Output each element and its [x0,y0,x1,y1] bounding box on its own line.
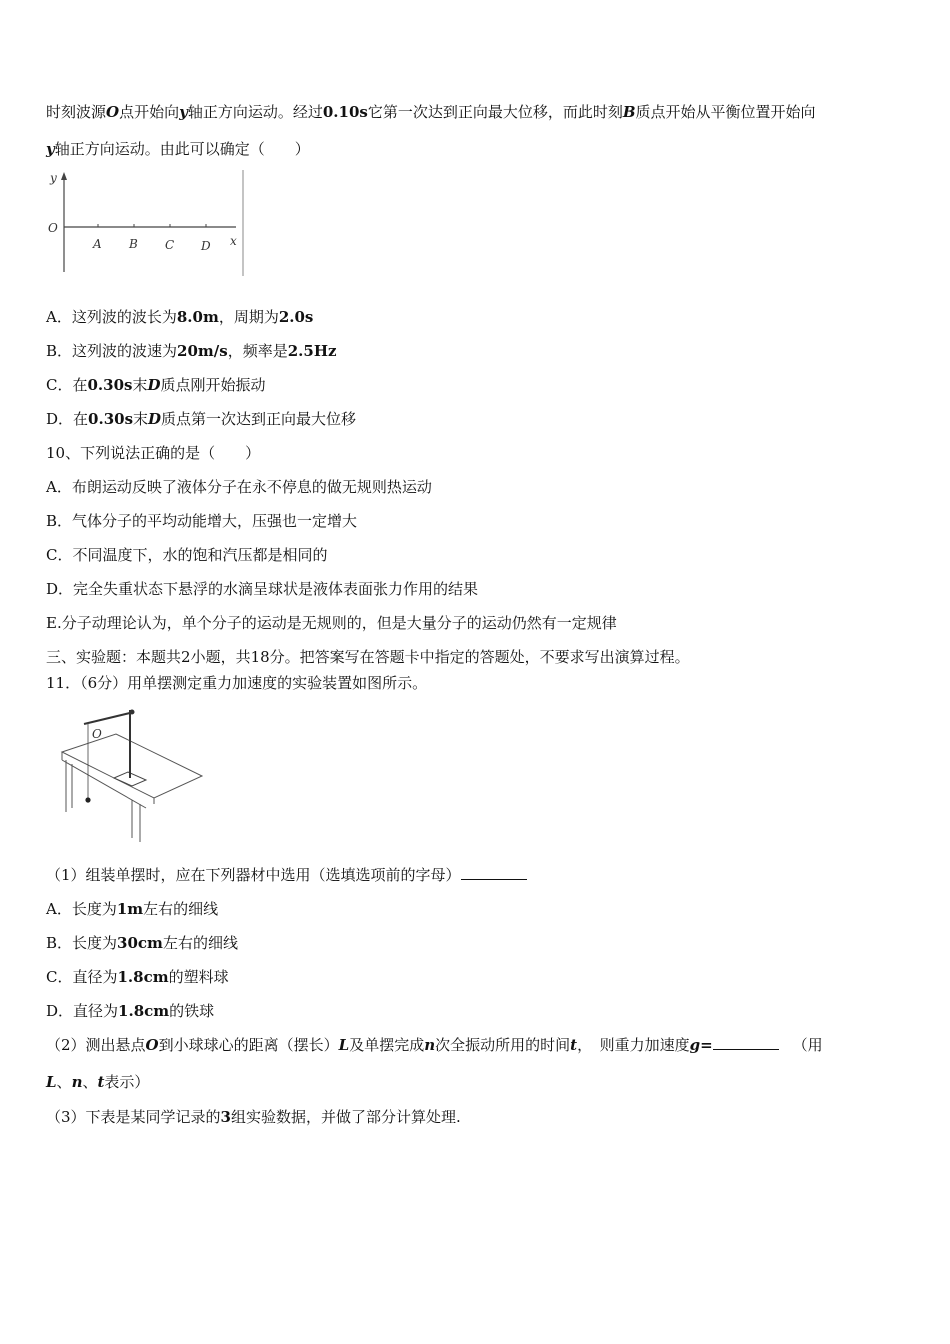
q11-part2: （2）测出悬点O到小球球心的距离（摆长）L及单摆完成n次全振动所用的时间t， 则重力加速度g= （用 [46,1036,823,1054]
q9-option-c: C．在0.30s末D质点刚开始振动 [46,376,266,394]
point-a-label: A [93,237,102,251]
answer-blank-2[interactable] [713,1035,779,1050]
y-axis-arrow-icon [61,172,67,180]
q9-stem-line1: 时刻波源O点开始向y轴正方向运动。经过0.10s它第一次达到正向最大位移，而此时刻B质点开始从平衡位置开始向 [46,103,816,121]
q11-option-a: A．长度为1m左右的细线 [46,900,219,918]
q11-option-d: D．直径为1.8cm的铁球 [46,1002,215,1020]
point-d-label: D [201,239,211,253]
table-top [62,734,202,798]
q11-option-c: C．直径为1.8cm的塑料球 [46,968,229,986]
pendulum-apparatus-figure [56,704,206,844]
pendulum-bob [85,797,90,802]
origin-label: O [48,221,58,235]
q9-option-b: B．这列波的波速为20m/s，频率是2.5Hz [46,342,337,360]
q10-option-e: E.分子动理论认为，单个分子的运动是无规则的，但是大量分子的运动仍然有一定规律 [46,614,617,632]
q10-option-c: C．不同温度下，水的饱和汽压都是相同的 [46,546,328,564]
q10-stem: 10、下列说法正确的是（ ） [46,444,261,462]
q11-part2-continued: L、n、t表示） [46,1073,150,1091]
q10-option-d: D．完全失重状态下悬浮的水滴呈球状是液体表面张力作用的结果 [46,580,479,598]
stand-arm [84,712,134,724]
q11-option-b: B．长度为30cm左右的细线 [46,934,238,952]
q10-option-b: B．气体分子的平均动能增大，压强也一定增大 [46,512,358,530]
point-b-label: B [129,237,138,251]
pivot-label: O [92,727,102,741]
q9-stem-line2: y轴正方向运动。由此可以确定（ ） [46,140,310,158]
y-axis-label: y [50,171,57,185]
section-3-heading: 三、实验题：本题共2小题，共18分。把答案写在答题卡中指定的答题处，不要求写出演算过程。 [46,648,690,666]
q9-option-d: D．在0.30s末D质点第一次达到正向最大位移 [46,410,357,428]
q11-part1: （1）组装单摆时，应在下列器材中选用（选填选项前的字母） [46,865,527,885]
x-axis-label: x [230,234,237,248]
wave-axis-figure [40,168,250,278]
q10-option-a: A．布朗运动反映了液体分子在永不停息的做无规则热运动 [46,478,432,496]
answer-blank-1[interactable] [461,865,527,880]
q9-option-a: A．这列波的波长为8.0m，周期为2.0s [46,308,314,326]
q11-stem: 11．（6分）用单摆测定重力加速度的实验装置如图所示。 [46,674,428,692]
clamp-knob [130,710,135,715]
point-c-label: C [165,238,175,252]
q11-part3: （3）下表是某同学记录的3组实验数据，并做了部分计算处理. [46,1108,461,1126]
